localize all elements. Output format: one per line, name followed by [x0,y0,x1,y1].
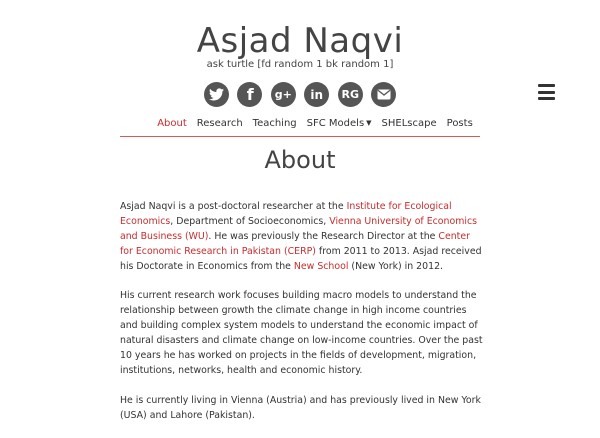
envelope-icon[interactable] [371,82,396,107]
site-tagline: ask turtle [fd random 1 bk random 1] [206,59,394,70]
nav-item-teaching[interactable]: Teaching [252,118,297,129]
bio-text-2: , Department of Socioeconomics, [170,215,330,227]
linkedin-icon[interactable] [304,82,329,107]
caret-down-icon: ▼ [366,119,372,127]
bio-text-1: Asjad Naqvi is a post-doctoral researcher at the [120,201,347,212]
nav-item-posts[interactable]: Posts [446,118,473,129]
bio-text-4: from 2011 to 2013. Asjad received his Doctorate in Economics from the [120,245,482,272]
google-plus-glyph: g+ [274,88,292,101]
bio-text-5: (New York) in 2012. [348,260,444,272]
facebook-icon[interactable] [237,82,262,107]
page-content [120,200,485,438]
researchgate-glyph: RG [341,88,359,101]
nav-item-sfc-models[interactable] [307,118,372,129]
location-paragraph: He is currently living in Vienna (Austria) and has previously lived in New York (USA) and Lahore (Pakistan). [120,394,481,421]
link-vienna-university[interactable]: Vienna University of Economics and Business (WU) [120,215,477,242]
nav-item-about[interactable]: About [157,118,187,129]
linkedin-glyph: in [310,87,324,102]
facebook-glyph: f [246,84,254,104]
bio-paragraph [120,200,485,275]
nav-item-sfc-models-label: SFC Models [306,118,365,129]
twitter-icon[interactable] [204,82,229,107]
hamburger-menu-icon[interactable] [538,84,555,100]
bio-text-3: . He was previously the Research Director at the [208,230,439,242]
research-paragraph: His current research work focuses building macro models to understand the relationship between growth the climate change in high income countries and building complex system models to understand the economic impact of natural disasters and climate change on low-income countries. Over the past 10 years he has worked on projects in the fields of development, migration, institutions, networks, health and economic history. [120,290,483,376]
social-links [0,82,600,107]
link-new-school[interactable]: New School [293,260,349,272]
researchgate-icon[interactable] [338,82,363,107]
google-plus-icon[interactable] [271,82,296,107]
link-institute-ecological-economics[interactable]: Institute for Ecological Economics [120,201,452,227]
page-title: About [264,146,336,174]
site-title[interactable]: Asjad Naqvi [196,21,404,61]
nav-divider [120,136,480,137]
nav-item-shelscape[interactable]: SHELscape [381,118,437,129]
main-nav [150,118,480,129]
nav-item-research[interactable]: Research [196,118,243,129]
link-cerp[interactable]: Center for Economic Research in Pakistan (CERP) [120,230,470,257]
